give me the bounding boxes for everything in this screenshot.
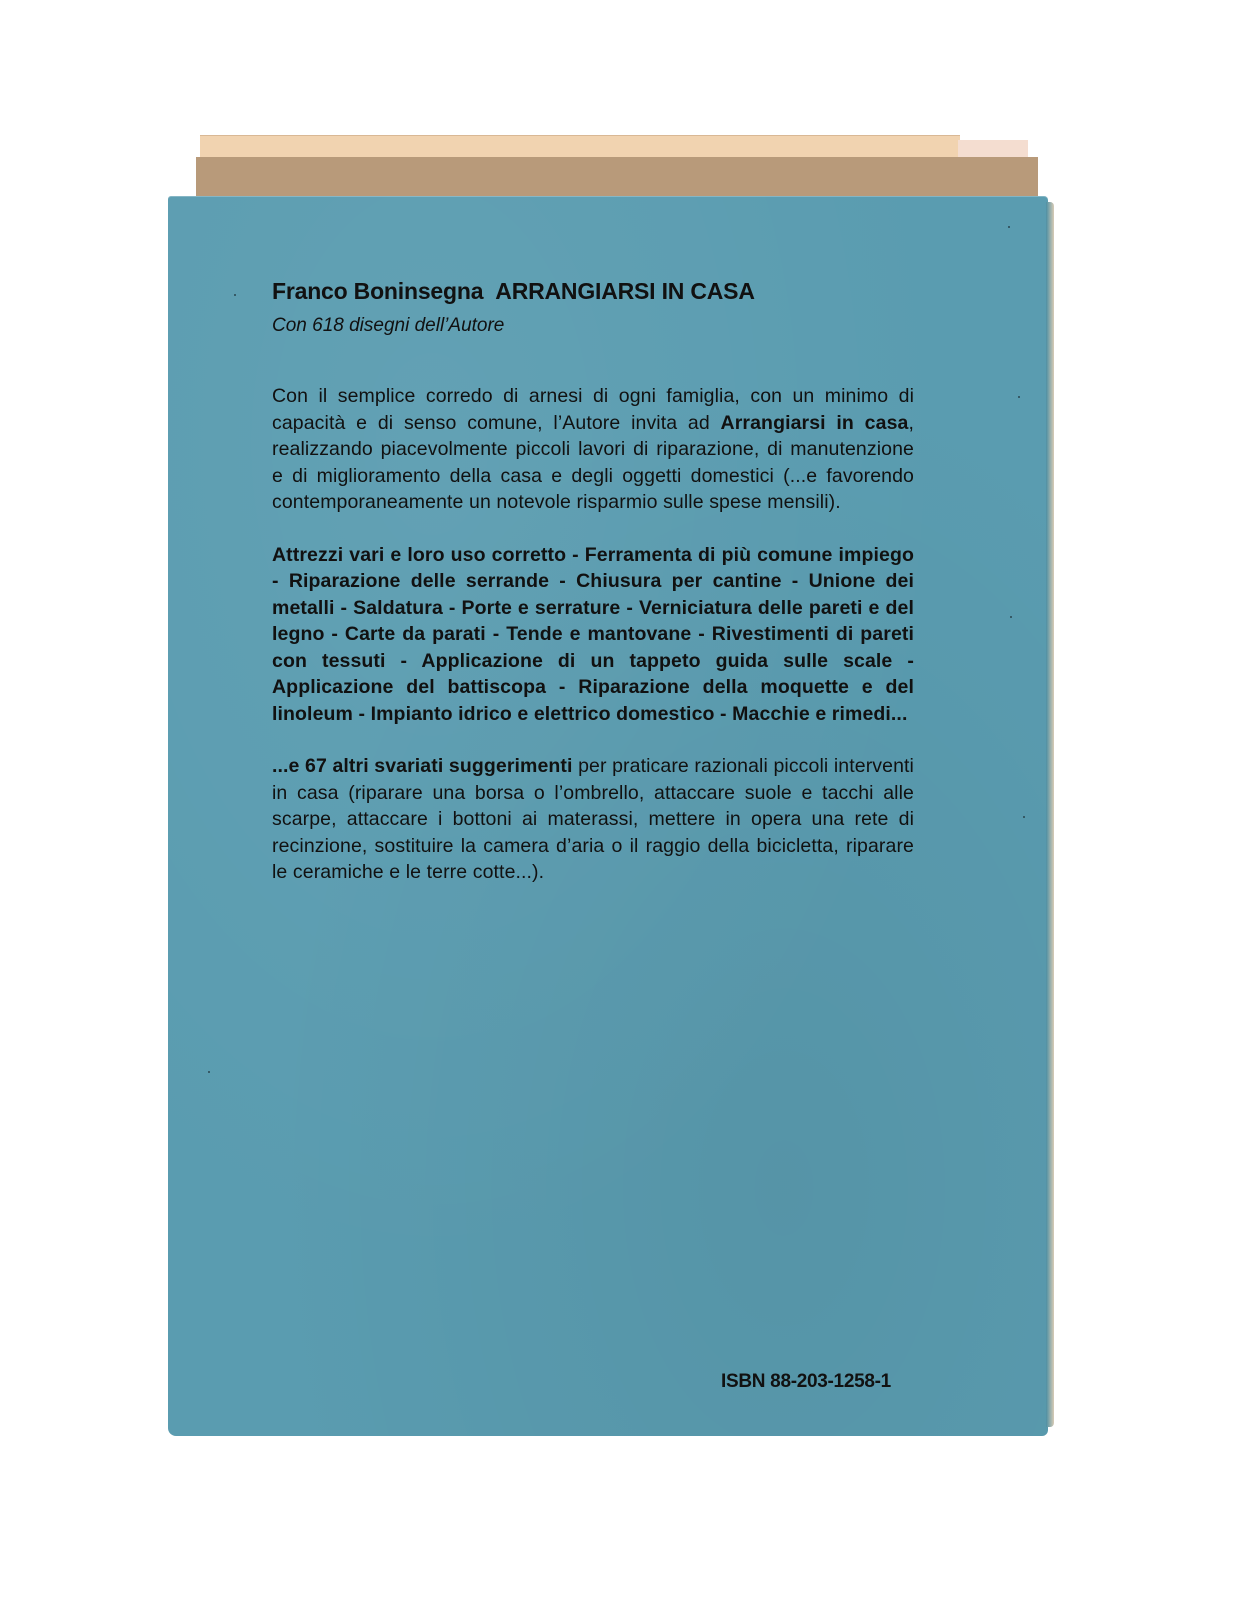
book-back-cover [168,196,1048,1436]
author-name: Franco Boninsegna [272,278,484,304]
print-speck [1023,816,1025,818]
topics-list: Attrezzi vari e loro uso corretto - Ferramenta di più comune impiego - Riparazione delle serrande - Chiusura per cantine - Unione dei metalli - Saldatura - Porte e serrature - Verniciatura delle pareti e del legno - Carte da parati - Tende e mantovane - Rivestimenti di pareti con tessuti - Applicazione di un tappeto guida sulle scale - Applicazione del battiscopa - Riparazione della moquette e del linoleum - Impianto idrico e elettrico domestico - Macchie e rimedi... [272,543,914,725]
print-speck [1018,396,1020,398]
page-block-edge [196,157,1038,200]
more-suggestions-paragraph [272,753,914,886]
book-heading [272,278,914,305]
suggestions-highlight: ...e 67 altri svariati suggerimenti [272,755,573,777]
description-paragraph [272,383,914,516]
cover-text [272,278,914,886]
book-subtitle: Con 618 disegni dell’Autore [272,315,505,336]
description-intro: Con il semplice corredo di arnesi di ogni famiglia, con un minimo di capacità e di senso comune, l’Autore invita ad [272,385,914,434]
print-speck [208,1071,210,1073]
isbn-number: ISBN 88-203-1258-1 [721,1371,891,1392]
print-speck [234,294,236,296]
description-rest: , realizzando piacevolmente piccoli lavori di riparazione, di manutenzione e di miglioramento della casa e degli oggetti domestici (...e favorendo contemporaneamente un notevole risparmio sulle spese mensili). [272,411,914,513]
print-speck [1010,616,1012,618]
book-title: ARRANGIARSI IN CASA [495,278,755,304]
suggestions-rest: per praticare razionali piccoli interventi in casa (riparare una borsa o l’ombrello, attaccare suole e tacchi alle scarpe, attaccare i bottoni ai materassi, mettere in opera una rete di recinzione, sostituire la camera d’aria o il raggio della bicicletta, riparare le ceramiche e le terre cotte...). [272,755,914,883]
print-speck [1008,226,1010,228]
description-highlight: Arrangiarsi in casa [720,411,909,434]
cover-spine-edge [1046,202,1054,1427]
page-edge-top [200,135,960,158]
